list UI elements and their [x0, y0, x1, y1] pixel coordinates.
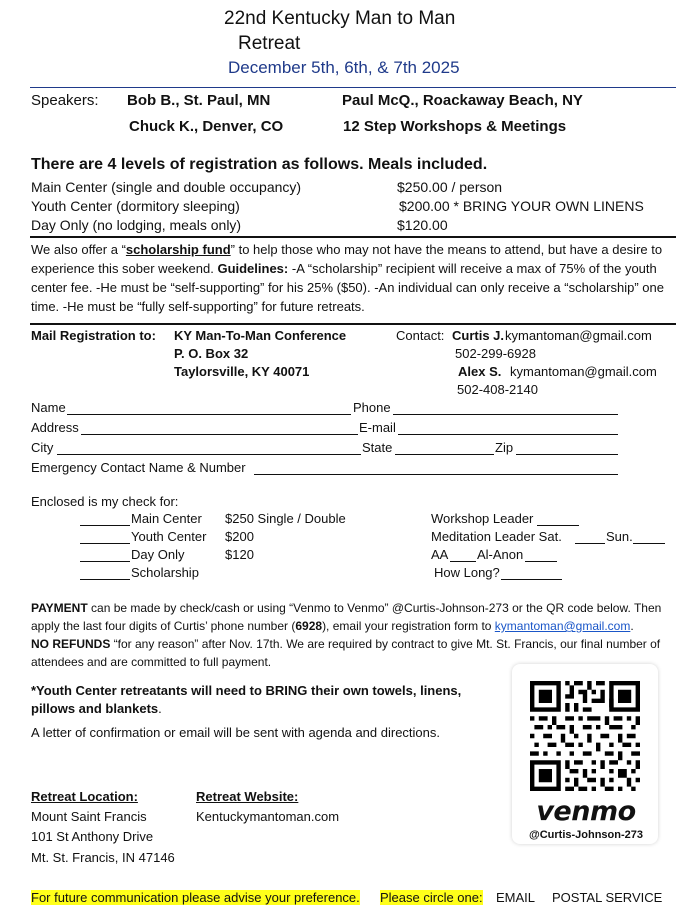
registration-email-link[interactable]: kymantoman@gmail.com — [494, 619, 631, 633]
speaker-2: Paul McQ., Roackaway Beach, NY — [342, 92, 583, 109]
state-label: State — [362, 440, 393, 455]
payment-text: ), email your registration form to — [322, 619, 495, 633]
al-anon-label: Al-Anon — [477, 547, 524, 562]
contact-2-name: Alex S. — [458, 364, 502, 379]
footer-advise: For future communication please advise your preference. — [31, 890, 360, 905]
venmo-handle: @Curtis-Johnson-273 — [528, 829, 644, 841]
level-price: $120.00 — [397, 217, 448, 233]
scholarship-text: ” to help those who may not have the means to attend, but have a desire to experience this sober weekend. — [31, 242, 663, 276]
how-long-blank[interactable] — [501, 579, 562, 580]
phone-label: Phone — [353, 400, 391, 415]
level-name: Youth Center (dormitory sleeping) — [31, 198, 240, 214]
name-label: Name — [31, 400, 66, 415]
workshop-leader-blank[interactable] — [537, 525, 579, 526]
emergency-field[interactable] — [254, 474, 618, 475]
aa-blank[interactable] — [450, 561, 476, 562]
payment-label: PAYMENT — [31, 601, 88, 615]
payment-text: . — [630, 619, 634, 633]
confirmation-note: A letter of confirmation or email will be sent with agenda and directions. — [31, 725, 440, 740]
location-line1: Mount Saint Francis — [31, 809, 147, 824]
scholarship-text: We also offer a “ — [31, 242, 126, 257]
youth-center-note — [31, 682, 481, 718]
guidelines-text: -A “scholarship” recipient will receive a max of 75% of the youth center fee. -He must be “self-supporting” for his 25% ($50). -An individual can only receive a “scholarship” one time. -He must be “fully self-supporting” for future retreats. — [31, 261, 664, 314]
city-label: City — [31, 440, 54, 455]
contact-1-name: Curtis J. — [452, 328, 505, 343]
level-price: $250.00 / person — [397, 179, 503, 195]
option-youth-center-price: $200 — [225, 529, 254, 544]
youth-note-end: . — [158, 701, 162, 716]
enclosed-label: Enclosed is my check for: — [31, 494, 179, 509]
meditation-sun-label: Sun. — [606, 529, 633, 544]
zip-label: Zip — [495, 440, 514, 455]
contact-1-email: kymantoman@gmail.com — [505, 328, 652, 343]
scholarship-blank[interactable] — [80, 579, 130, 580]
footer-option-email[interactable]: EMAIL — [496, 890, 536, 905]
meditation-sat-blank[interactable] — [575, 543, 605, 544]
mail-line3: Taylorsville, KY 40071 — [174, 364, 310, 379]
website-url[interactable]: Kentuckymantoman.com — [196, 809, 340, 824]
mail-line2: P. O. Box 32 — [174, 346, 249, 361]
email-field[interactable] — [398, 434, 618, 435]
location-label: Retreat Location: — [31, 789, 138, 804]
qr-code-icon[interactable] — [530, 681, 640, 791]
address-field[interactable] — [81, 434, 358, 435]
no-refunds-label: NO REFUNDS — [31, 637, 111, 651]
section-rule — [30, 236, 676, 238]
option-main-center-price: $250 Single / Double — [225, 511, 346, 526]
option-day-only-price: $120 — [225, 547, 254, 562]
youth-note-text: *Youth Center retreatants will need to BRING their own towels, linens, pillows and blankets — [31, 683, 462, 716]
mail-line1: KY Man-To-Man Conference — [174, 328, 347, 343]
speaker-3: Chuck K., Denver, CO — [129, 118, 284, 135]
aa-label: AA — [431, 547, 449, 562]
footer-circle-one: Please circle one: — [380, 890, 483, 905]
venmo-logo: venmo — [536, 796, 636, 827]
header-rule — [30, 87, 676, 88]
how-long-label: How Long? — [434, 565, 500, 580]
scholarship-fund: scholarship fund — [125, 242, 231, 257]
youth-center-blank[interactable] — [80, 543, 130, 544]
main-center-blank[interactable] — [80, 525, 130, 526]
title-line2: Retreat — [238, 33, 301, 54]
registration-heading: There are 4 levels of registration as follows. Meals included. — [31, 156, 488, 173]
name-field[interactable] — [67, 414, 351, 415]
meditation-sun-blank[interactable] — [633, 543, 665, 544]
address-label: Address — [31, 420, 79, 435]
location-line2: 101 St Anthony Drive — [31, 829, 154, 844]
option-day-only: Day Only — [131, 547, 185, 562]
emergency-label: Emergency Contact Name & Number — [31, 460, 246, 475]
payment-digits: 6928 — [295, 619, 323, 633]
option-scholarship: Scholarship — [131, 565, 199, 580]
event-dates: December 5th, 6th, & 7th 2025 — [228, 58, 460, 77]
option-youth-center: Youth Center — [131, 529, 207, 544]
location-line3: Mt. St. Francis, IN 47146 — [31, 850, 175, 865]
website-label: Retreat Website: — [196, 789, 299, 804]
contact-1-phone: 502-299-6928 — [455, 346, 536, 361]
level-name: Main Center (single and double occupancy) — [31, 179, 302, 195]
speakers-label: Speakers: — [31, 92, 99, 109]
payment-paragraph — [31, 599, 676, 671]
mail-label: Mail Registration to: — [31, 328, 156, 343]
workshops-note: 12 Step Workshops & Meetings — [343, 118, 567, 135]
speaker-1: Bob B., St. Paul, MN — [127, 92, 271, 109]
option-main-center: Main Center — [131, 511, 202, 526]
footer-option-postal[interactable]: POSTAL SERVICE — [552, 890, 663, 905]
zip-field[interactable] — [516, 454, 618, 455]
section-rule — [30, 323, 676, 325]
scholarship-paragraph — [31, 240, 671, 316]
payment-text: can be made by check/cash or using “Venmo to Venmo” @Curtis-Johnson-273 or the QR code below. Then apply the last four digits of Curtis’ phone number ( — [31, 601, 662, 633]
contact-2-phone: 502-408-2140 — [457, 382, 538, 397]
meditation-leader-label: Meditation Leader Sat. — [431, 529, 562, 544]
guidelines-label: Guidelines: — [217, 261, 289, 276]
title-line1: 22nd Kentucky Man to Man — [224, 8, 456, 29]
workshop-leader-label: Workshop Leader — [431, 511, 534, 526]
phone-field[interactable] — [393, 414, 618, 415]
contact-2-email: kymantoman@gmail.com — [510, 364, 657, 379]
level-price: $200.00 * BRING YOUR OWN LINENS — [399, 198, 644, 214]
day-only-blank[interactable] — [80, 561, 130, 562]
contact-label: Contact: — [396, 328, 445, 343]
level-name: Day Only (no lodging, meals only) — [31, 217, 242, 233]
email-label: E-mail — [359, 420, 396, 435]
city-field[interactable] — [57, 454, 361, 455]
al-anon-blank[interactable] — [525, 561, 557, 562]
no-refunds-text: “for any reason” after Nov. 17th. We are required by contract to give Mt. St. Francis, our final number of attendees and are committed to full payment. — [31, 637, 661, 669]
state-field[interactable] — [395, 454, 494, 455]
